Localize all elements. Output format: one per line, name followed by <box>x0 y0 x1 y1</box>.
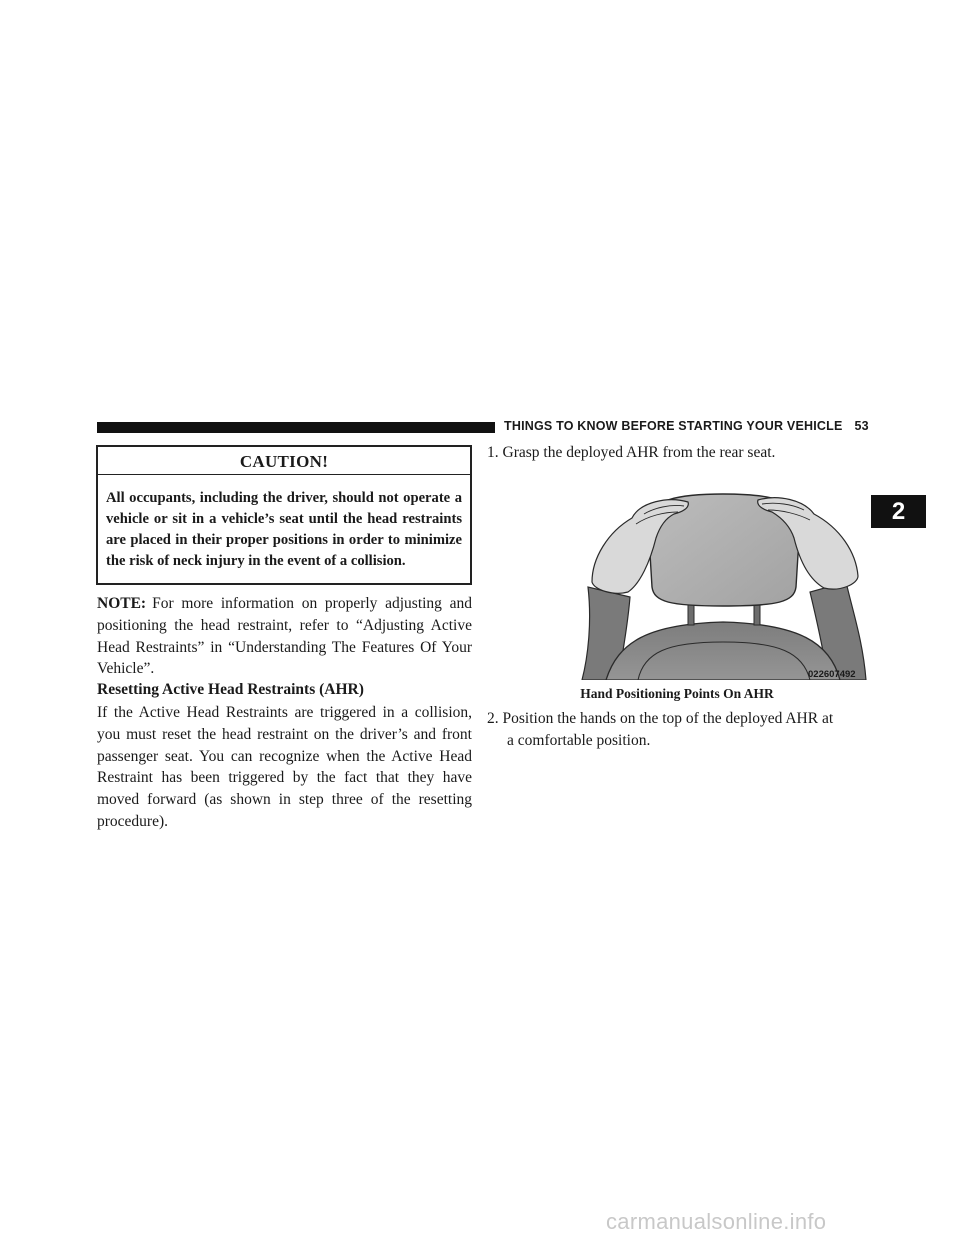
section-heading: Resetting Active Head Restraints (AHR) <box>97 681 364 698</box>
page-number: 53 <box>854 419 869 433</box>
head-restraint-illustration <box>578 492 868 680</box>
step-2-text-line2: a comfortable position. <box>507 731 651 749</box>
figure-caption: Hand Positioning Points On AHR <box>580 686 774 701</box>
step-2-text-line1: Position the hands on the top of the deployed AHR at <box>502 710 834 727</box>
figure-id: 022607492 <box>808 669 856 680</box>
note-text: For more information on properly adjusting and positioning the head restraint, refer to “Adjusting Active Head Restraints” in “Understanding The Features Of Your Vehicle”. <box>97 595 472 678</box>
step-2-number: 2. <box>487 710 499 727</box>
running-header <box>504 419 869 433</box>
caution-text: All occupants, including the driver, should not operate a vehicle or sit in a vehicle’s seat until the head restraints are placed in their proper positions in order to minimize the risk of neck injury in the event of a collision. <box>106 490 462 569</box>
header-rule <box>97 422 495 433</box>
watermark: carmanualsonline.info <box>606 1209 827 1234</box>
section-body: If the Active Head Restraints are triggered in a collision, you must reset the head restraint on the driver’s and front passenger seat. You can recognize when the Active Head Restraint has been triggered by the fact that they have moved forward (as shown in step three of the resetting procedure). <box>97 704 472 830</box>
section-title: THINGS TO KNOW BEFORE STARTING YOUR VEHICLE <box>504 419 843 433</box>
step-1-number: 1. <box>487 444 499 461</box>
step-1-text: Grasp the deployed AHR from the rear seat. <box>502 444 776 461</box>
chapter-tab: 2 <box>871 495 926 528</box>
note-label: NOTE: <box>97 595 147 612</box>
step-1 <box>487 442 867 464</box>
caution-title: CAUTION! <box>98 447 470 475</box>
note-paragraph <box>97 593 472 680</box>
step-2 <box>487 708 867 752</box>
caution-box <box>96 445 472 585</box>
